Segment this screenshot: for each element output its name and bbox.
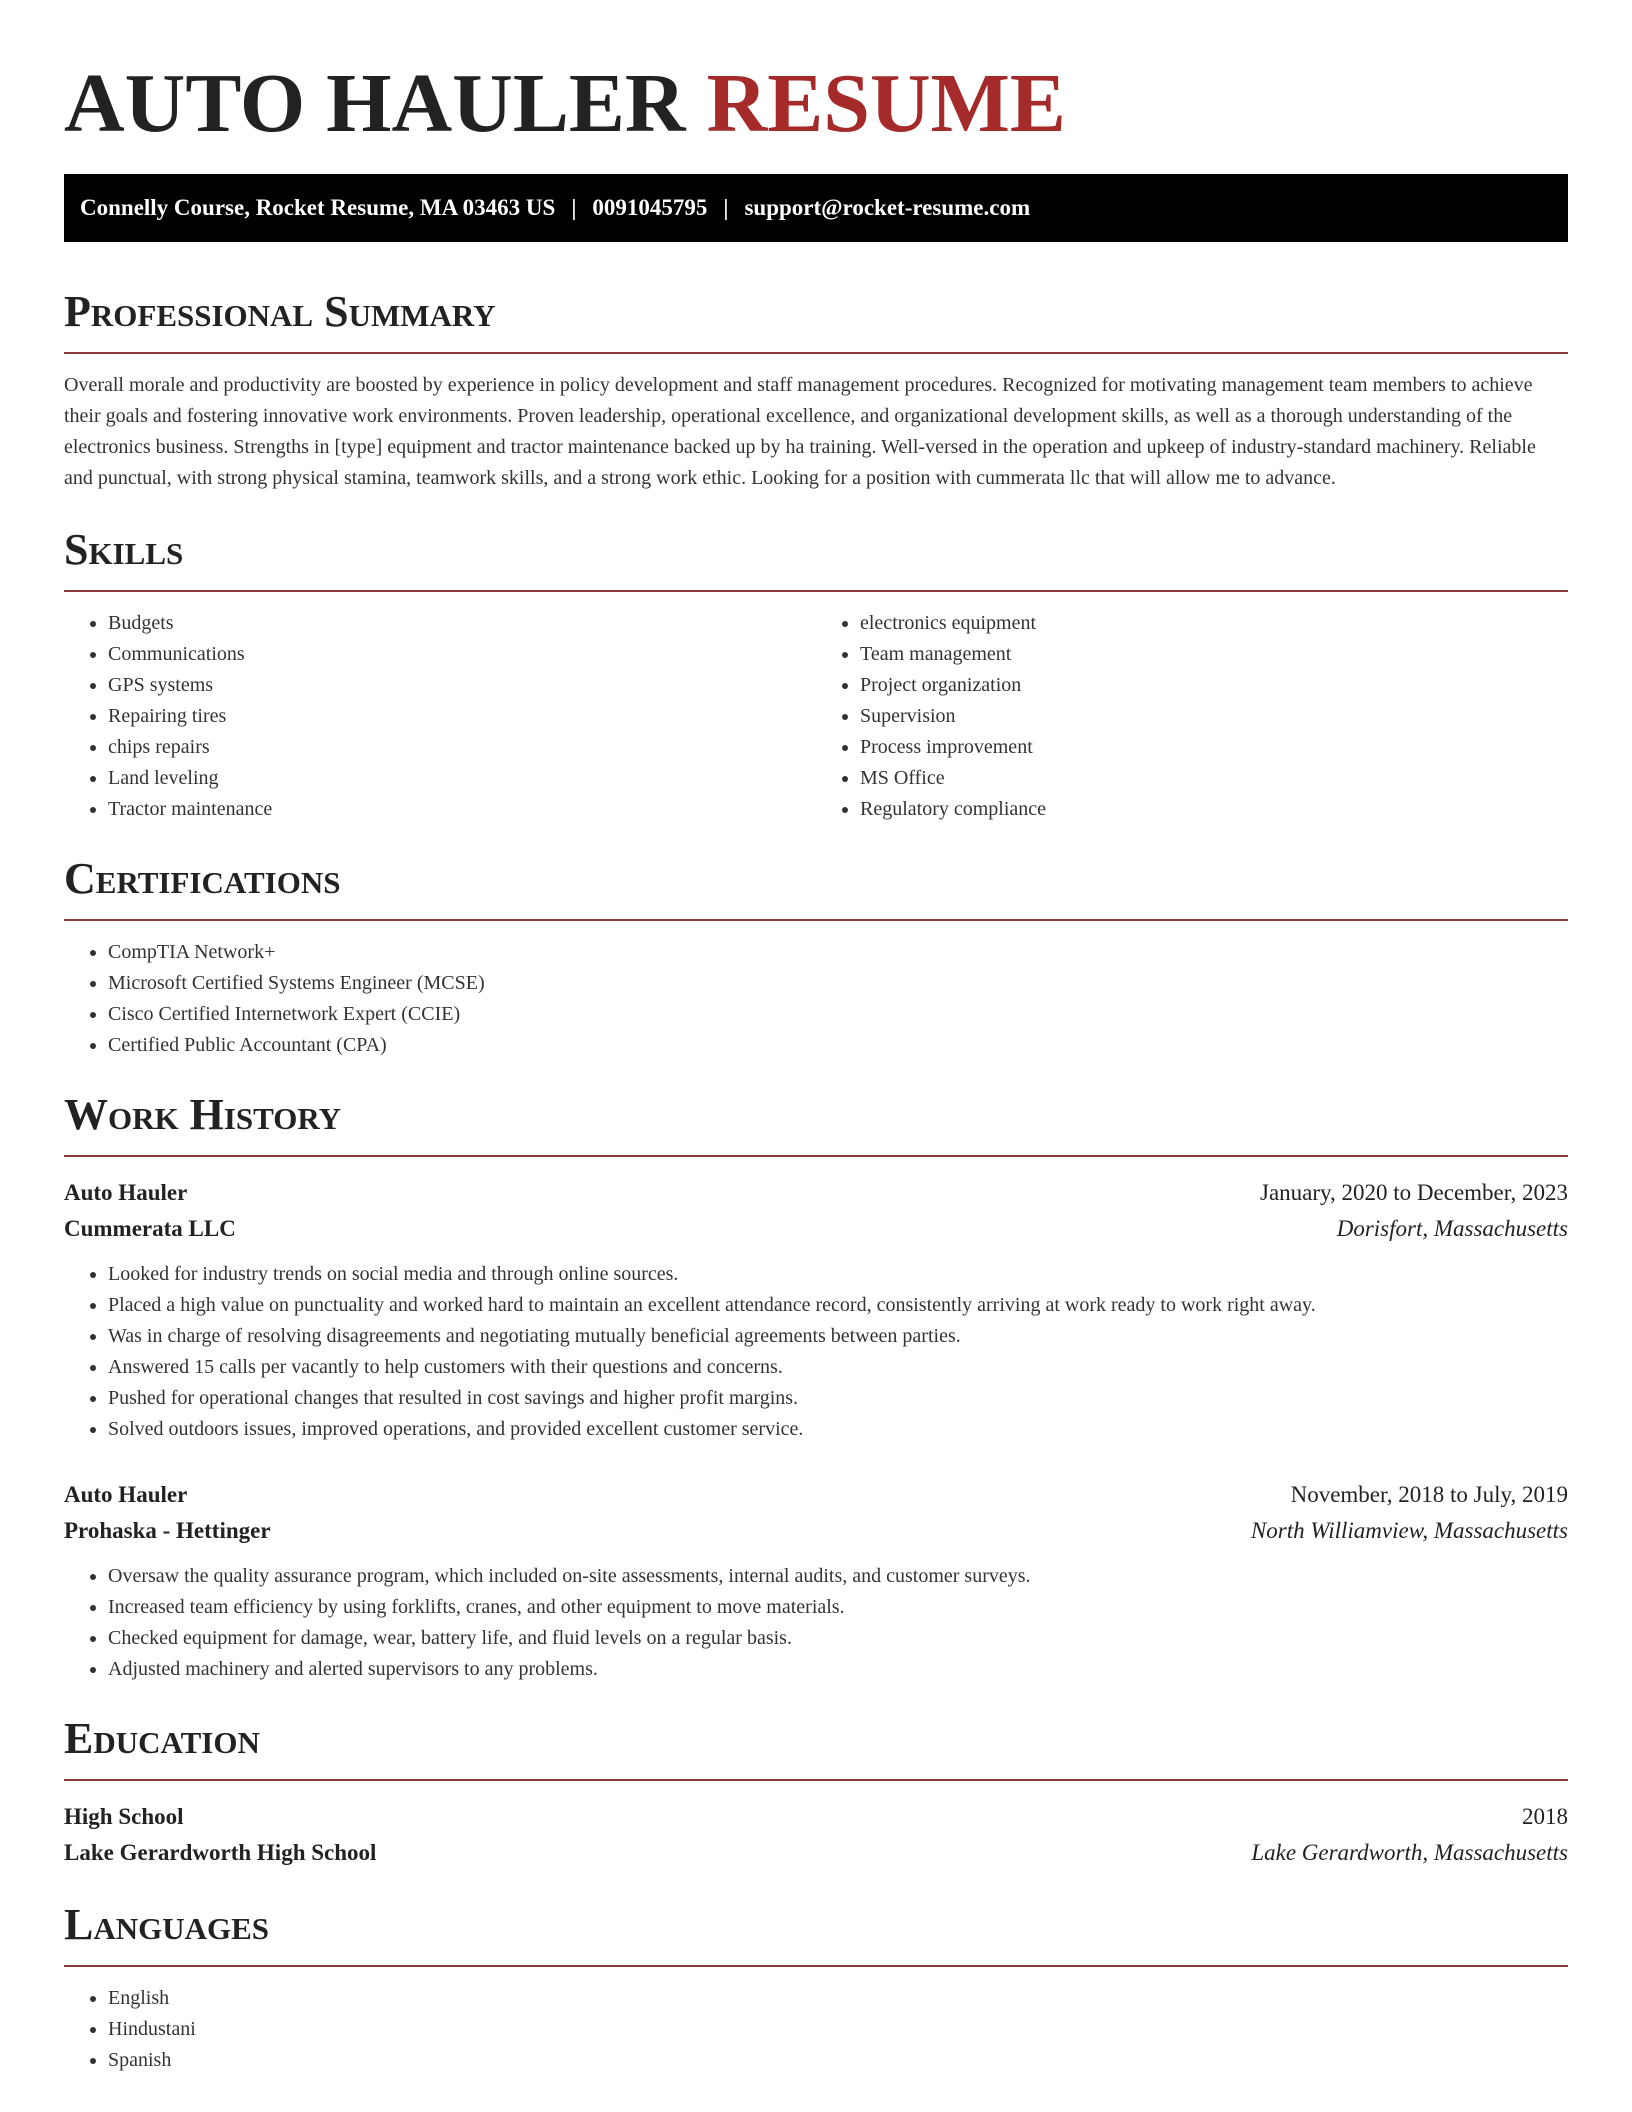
job-duty: • Checked equipment for damage, wear, battery life, and fluid levels on a regular basis. bbox=[108, 1623, 1568, 1654]
contact-separator: | bbox=[571, 195, 577, 220]
skill-item: • MS Office bbox=[860, 763, 1568, 794]
skill-item: • chips repairs bbox=[108, 732, 816, 763]
section-divider bbox=[64, 352, 1568, 354]
section-title: Certifications bbox=[64, 854, 341, 903]
contact-phone: 0091045795 bbox=[592, 195, 708, 220]
job-duty: • Adjusted machinery and alerted supervisors to any problems. bbox=[108, 1654, 1568, 1685]
job-duties-list bbox=[64, 1561, 1568, 1685]
job-entry bbox=[64, 1477, 1568, 1685]
skill-item: • electronics equipment bbox=[860, 608, 1568, 639]
language-item: • Hindustani bbox=[108, 2014, 1568, 2045]
work-history-section bbox=[64, 1089, 1568, 1685]
title-accent: RESUME bbox=[706, 57, 1066, 150]
language-item: • Spanish bbox=[108, 2045, 1568, 2076]
job-duty: • Answered 15 calls per vacantly to help customers with their questions and concerns. bbox=[108, 1352, 1568, 1383]
section-divider bbox=[64, 1965, 1568, 1967]
job-dates: November, 2018 to July, 2019 bbox=[1290, 1482, 1568, 1507]
language-item: • English bbox=[108, 1983, 1568, 2014]
job-title: Auto Hauler bbox=[64, 1482, 188, 1507]
job-duty: • Oversaw the quality assurance program, which included on-site assessments, internal audits, and customer surveys. bbox=[108, 1561, 1568, 1592]
skill-item: • Process improvement bbox=[860, 732, 1568, 763]
skills-section bbox=[64, 524, 1568, 825]
section-divider bbox=[64, 590, 1568, 592]
contact-separator: | bbox=[723, 195, 729, 220]
skill-item: • Land leveling bbox=[108, 763, 816, 794]
section-title: Work History bbox=[64, 1090, 342, 1139]
title-main: AUTO HAULER bbox=[64, 57, 686, 150]
job-entry bbox=[64, 1175, 1568, 1445]
certification-item: • Certified Public Accountant (CPA) bbox=[108, 1030, 1568, 1061]
section-title: Education bbox=[64, 1714, 260, 1763]
skill-item: • Regulatory compliance bbox=[860, 794, 1568, 825]
skills-list-right bbox=[816, 608, 1568, 825]
education-section bbox=[64, 1713, 1568, 1871]
education-school-row bbox=[64, 1835, 1568, 1871]
job-header-row bbox=[64, 1175, 1568, 1211]
contact-address: Connelly Course, Rocket Resume, MA 03463 US bbox=[80, 195, 556, 220]
summary-section bbox=[64, 286, 1568, 494]
education-year: 2018 bbox=[1522, 1804, 1568, 1829]
job-header-row bbox=[64, 1477, 1568, 1513]
section-title: Languages bbox=[64, 1900, 270, 1949]
summary-text: Overall morale and productivity are boosted by experience in policy development and staff management procedures. Recognized for motivating management team members to achieve their goals and fostering innovative work environments. Proven leadership, operational excellence, and organizational development skills, as well as a thorough understanding of the electronics business. Strengths in [type] equipment and tractor maintenance backed up by ha training. Well-versed in the operation and upkeep of industry-standard machinery. Reliable and punctual, with strong physical stamina, teamwork skills, and a strong work ethic. Looking for a position with cummerata llc that will allow me to advance. bbox=[64, 374, 1536, 489]
section-title: Professional Summary bbox=[64, 287, 496, 336]
skill-item: • Communications bbox=[108, 639, 816, 670]
skill-item: • GPS systems bbox=[108, 670, 816, 701]
skill-item: • Repairing tires bbox=[108, 701, 816, 732]
job-duty: • Increased team efficiency by using forklifts, cranes, and other equipment to move materials. bbox=[108, 1592, 1568, 1623]
education-school: Lake Gerardworth High School bbox=[64, 1840, 377, 1865]
job-company-row bbox=[64, 1211, 1568, 1247]
job-duty: • Placed a high value on punctuality and worked hard to maintain an excellent attendance record, consistently arriving at work ready to work right away. bbox=[108, 1290, 1568, 1321]
skills-list-left bbox=[64, 608, 816, 825]
certifications-section bbox=[64, 853, 1568, 1061]
job-duty: • Pushed for operational changes that resulted in cost savings and higher profit margins. bbox=[108, 1383, 1568, 1414]
languages-section bbox=[64, 1899, 1568, 2076]
job-duties-list bbox=[64, 1259, 1568, 1445]
education-location: Lake Gerardworth, Massachusetts bbox=[1251, 1840, 1568, 1865]
section-divider bbox=[64, 1779, 1568, 1781]
skill-item: • Supervision bbox=[860, 701, 1568, 732]
skill-item: • Team management bbox=[860, 639, 1568, 670]
section-divider bbox=[64, 919, 1568, 921]
languages-list bbox=[64, 1983, 1568, 2076]
job-duty: • Looked for industry trends on social media and through online sources. bbox=[108, 1259, 1568, 1290]
certifications-list bbox=[64, 937, 1568, 1061]
certification-item: • CompTIA Network+ bbox=[108, 937, 1568, 968]
job-duty: • Was in charge of resolving disagreements and negotiating mutually beneficial agreements between parties. bbox=[108, 1321, 1568, 1352]
skill-item: • Project organization bbox=[860, 670, 1568, 701]
job-title: Auto Hauler bbox=[64, 1180, 188, 1205]
section-title: Skills bbox=[64, 525, 184, 574]
section-divider bbox=[64, 1155, 1568, 1157]
certification-item: • Microsoft Certified Systems Engineer (MCSE) bbox=[108, 968, 1568, 999]
certification-item: • Cisco Certified Internetwork Expert (CCIE) bbox=[108, 999, 1568, 1030]
job-location: North Williamview, Massachusetts bbox=[1250, 1518, 1568, 1543]
skill-item: • Budgets bbox=[108, 608, 816, 639]
job-duty: • Solved outdoors issues, improved operations, and provided excellent customer service. bbox=[108, 1414, 1568, 1445]
job-company-row bbox=[64, 1513, 1568, 1549]
skills-grid bbox=[64, 608, 1568, 825]
education-entry bbox=[64, 1799, 1568, 1871]
resume-title bbox=[64, 56, 1568, 152]
contact-bar bbox=[64, 174, 1568, 242]
job-company: Prohaska - Hettinger bbox=[64, 1518, 271, 1543]
job-dates: January, 2020 to December, 2023 bbox=[1260, 1180, 1568, 1205]
job-location: Dorisfort, Massachusetts bbox=[1336, 1216, 1568, 1241]
contact-email: support@rocket-resume.com bbox=[744, 195, 1031, 220]
skill-item: • Tractor maintenance bbox=[108, 794, 816, 825]
education-degree: High School bbox=[64, 1804, 184, 1829]
job-company: Cummerata LLC bbox=[64, 1216, 236, 1241]
education-header-row bbox=[64, 1799, 1568, 1835]
